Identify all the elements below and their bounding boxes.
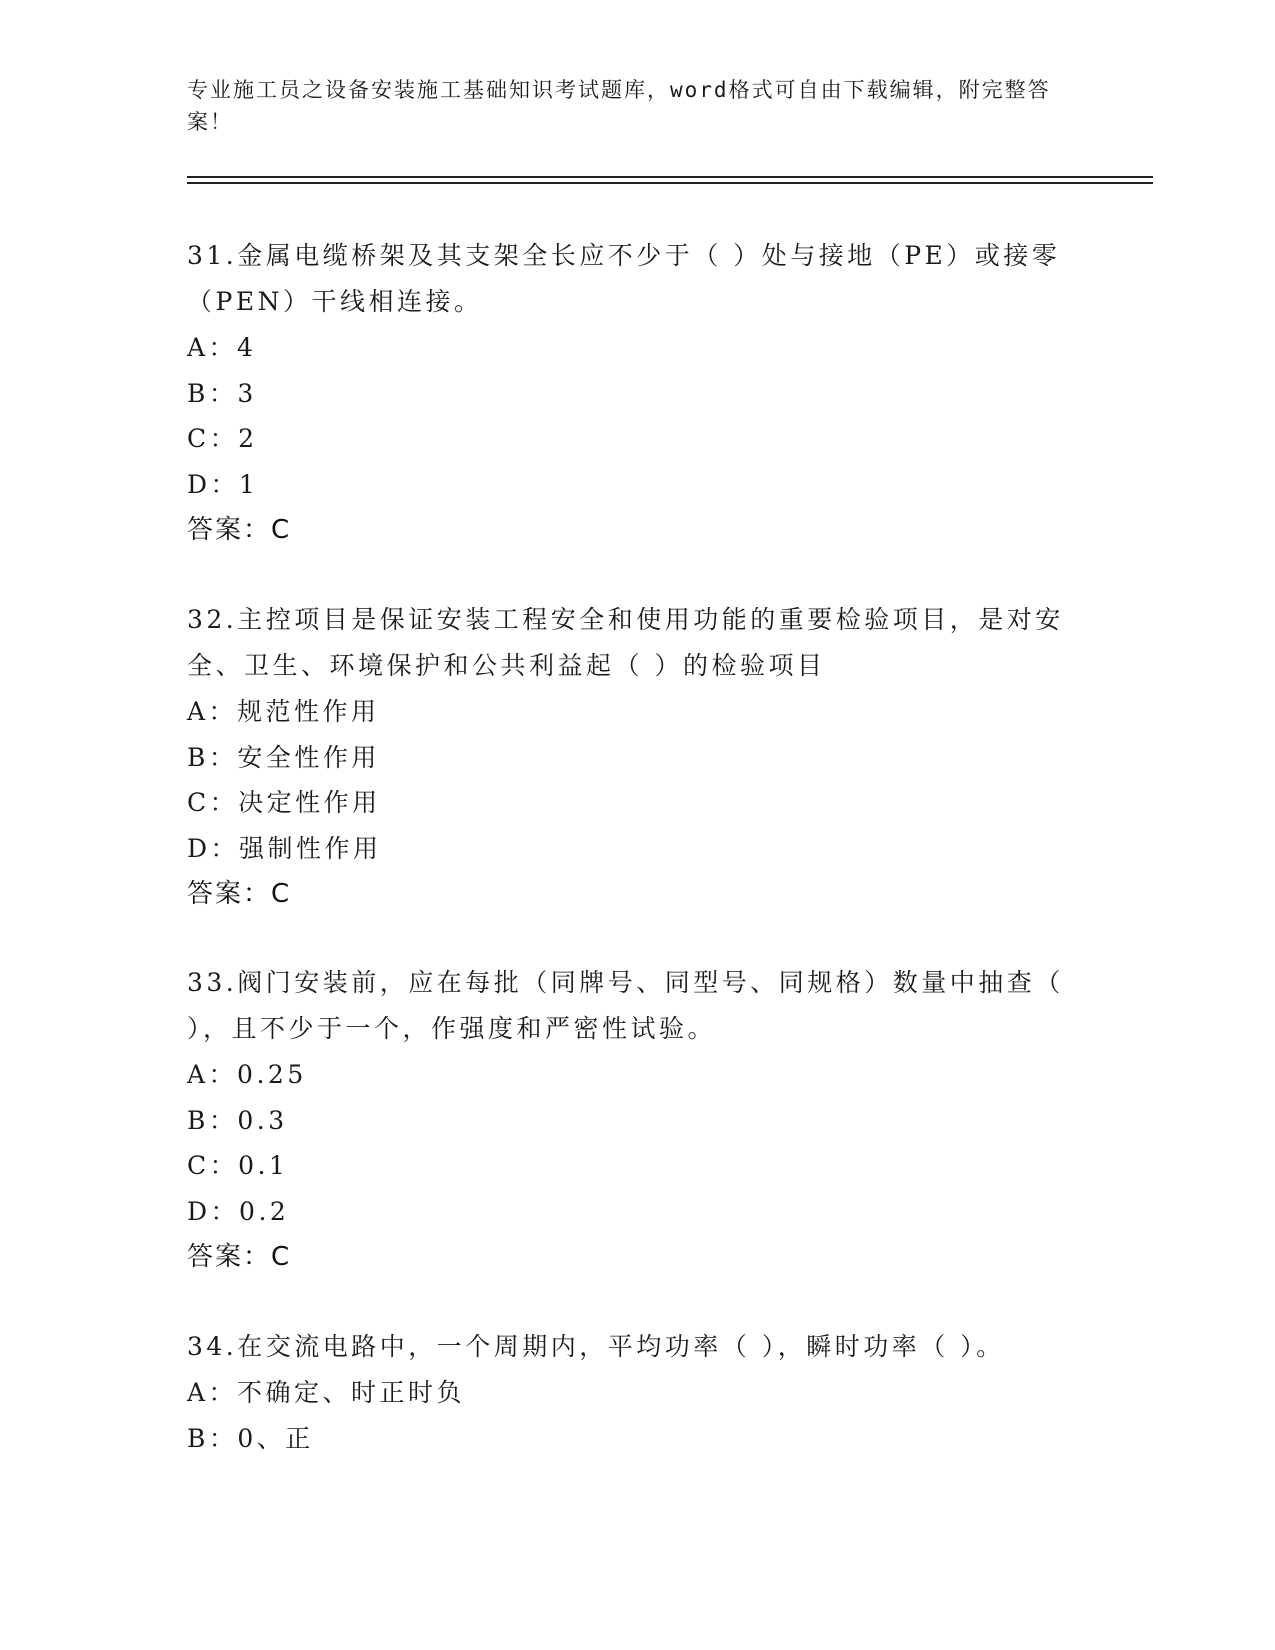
answer: 答案：C <box>187 1242 292 1272</box>
option-c: C：0.1 <box>187 1151 289 1180</box>
option-a: A：规范性作用 <box>187 697 380 726</box>
question-stem: 33.阀门安装前，应在每批（同牌号、同型号、同规格）数量中抽查（ ），且不少于一个，作强度和严密性试验。 <box>187 968 1064 1043</box>
answer: 答案：C <box>187 879 292 909</box>
question-stem: 34.在交流电路中，一个周期内，平均功率（ ），瞬时功率（ ）。 <box>187 1332 1005 1361</box>
option-b: B：0、正 <box>187 1423 314 1453</box>
question-stem: 32.主控项目是保证安装工程安全和使用功能的重要检验项目，是对安全、卫生、环境保护和公共利益起（ ）的检验项目 <box>187 605 1064 680</box>
question-33 <box>187 960 1087 1280</box>
option-b: B：0.3 <box>187 1105 288 1135</box>
option-d: D：强制性作用 <box>187 833 382 863</box>
question-31 <box>187 233 1087 553</box>
question-32 <box>187 597 1087 917</box>
option-d: D：1 <box>187 469 259 499</box>
header-divider-bottom <box>187 182 1153 184</box>
option-b: B：安全性作用 <box>187 742 380 772</box>
question-34 <box>187 1324 1087 1461</box>
question-stem: 31.金属电缆桥架及其支架全长应不少于（ ）处与接地（PE）或接零（PEN）干线相连接。 <box>187 241 1061 316</box>
document-intro: 专业施工员之设备安装施工基础知识考试题库，word格式可自由下载编辑，附完整答案！ <box>187 78 1051 134</box>
option-b: B：3 <box>187 378 257 408</box>
option-a: A：4 <box>187 333 257 362</box>
header-divider-top <box>187 176 1153 178</box>
option-d: D：0.2 <box>187 1196 290 1226</box>
option-a: A：不确定、时正时负 <box>187 1378 466 1407</box>
option-a: A：0.25 <box>187 1060 307 1089</box>
option-c: C：2 <box>187 424 258 453</box>
answer: 答案：C <box>187 515 292 545</box>
option-c: C：决定性作用 <box>187 788 381 817</box>
